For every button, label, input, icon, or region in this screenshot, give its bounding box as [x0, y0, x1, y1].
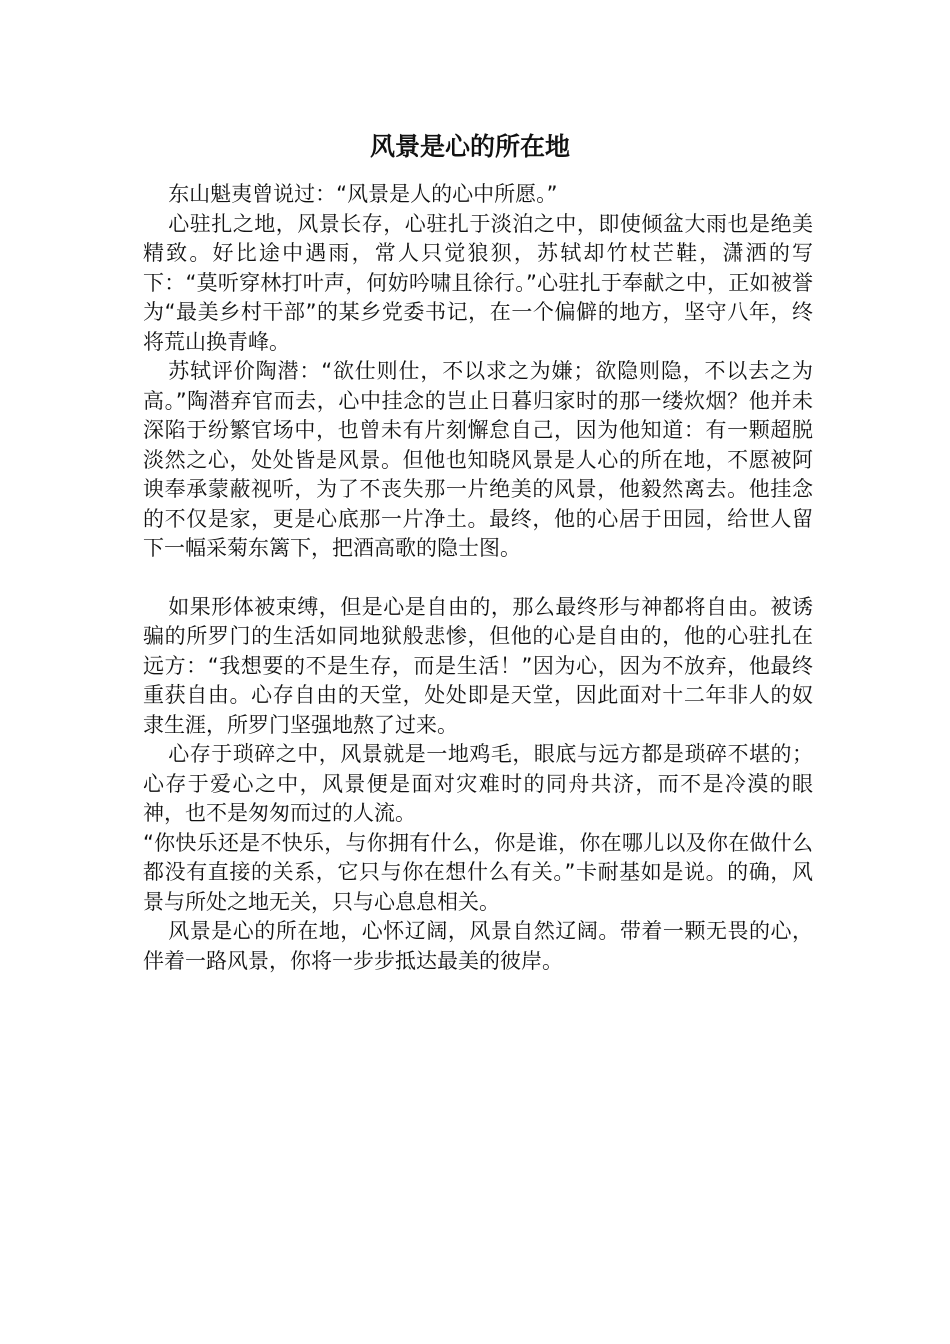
paragraph-6: “你快乐还是不快乐，与你拥有什么，你是谁，你在哪儿以及你在做什么都没有直接的关系，它只与你在想什么有关。”卡耐基如是说。的确，风景与所处之地无关，只与心息息相关。 [143, 830, 813, 914]
document-body [143, 180, 813, 976]
paragraph-5: 心存于琐碎之中，风景就是一地鸡毛，眼底与远方都是琐碎不堪的；心存于爱心之中，风景便是面对灾难时的同舟共济，而不是冷漠的眼神，也不是匆匆而过的人流。 [143, 742, 813, 825]
paragraph-3: 苏轼评价陶潜：“欲仕则仕，不以求之为嫌；欲隐则隐，不以去之为高。”陶潜弃官而去，心中挂念的岂止日暮归家时的那一缕炊烟？他并未深陷于纷繁官场中，也曾未有片刻懈怠自己，因为他知道：有一颗超脱淡然之心，处处皆是风景。但他也知晓风景是人心的所在地，不愿被阿谀奉承蒙蔽视听，为了不丧失那一片绝美的风景，他毅然离去。他挂念的不仅是家，更是心底那一片净土。最终，他的心居于田园，给世人留下一幅采菊东篱下，把酒高歌的隐士图。 [143, 359, 813, 560]
document-title: 风景是心的所在地 [369, 132, 570, 161]
paragraph-7: 风景是心的所在地，心怀辽阔，风景自然辽阔。带着一颗无畏的心，伴着一路风景，你将一步步抵达最美的彼岸。 [143, 919, 813, 973]
paragraph-2: 心驻扎之地，风景长存，心驻扎于淡泊之中，即使倾盆大雨也是绝美精致。好比途中遇雨，常人只觉狼狈，苏轼却竹杖芒鞋，潇洒的写下：“莫听穿林打叶声，何妨吟啸且徐行。”心驻扎于奉献之中，正如被誉为“最美乡村干部”的某乡党委书记，在一个偏僻的地方，坚守八年，终将荒山换青峰。 [143, 211, 813, 354]
paragraph-1: 东山魁夷曾说过：“风景是人的心中所愿。” [168, 182, 558, 206]
paragraph-4: 如果形体被束缚，但是心是自由的，那么最终形与神都将自由。被诱骗的所罗门的生活如同地狱般悲惨，但他的心是自由的，他的心驻扎在远方：“我想要的不是生存，而是生活！”因为心，因为不放弃，他最终重获自由。心存自由的天堂，处处即是天堂，因此面对十二年非人的奴隶生涯，所罗门坚强地熬了过来。 [143, 594, 813, 737]
